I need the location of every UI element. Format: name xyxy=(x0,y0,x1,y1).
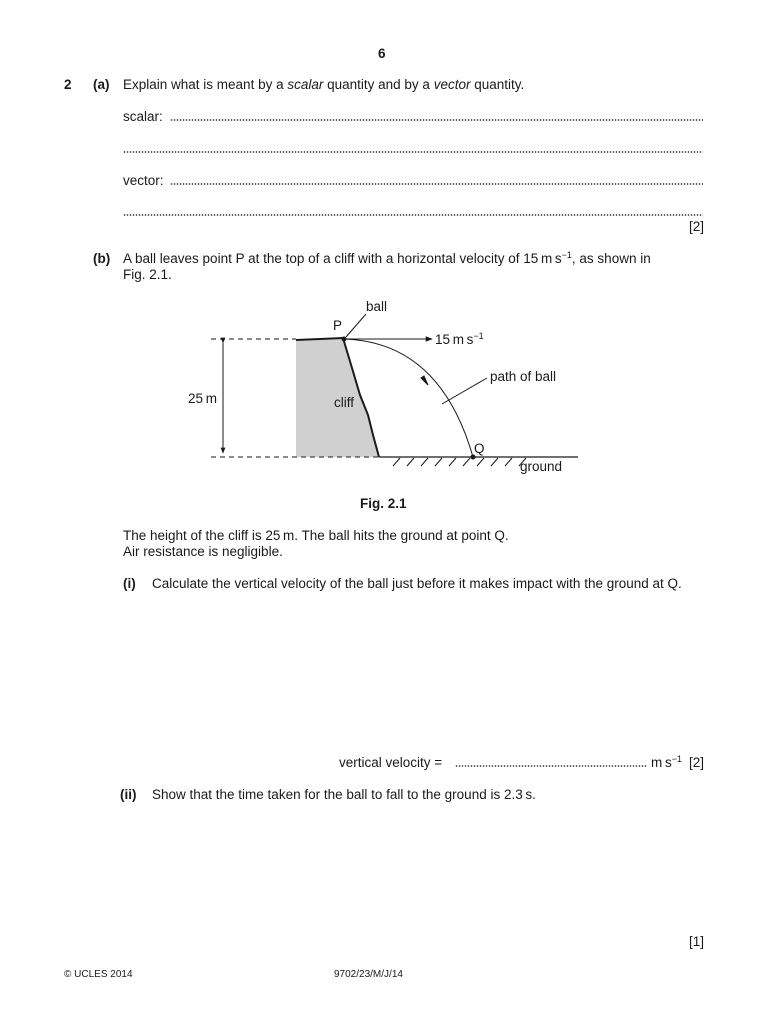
label-q: Q xyxy=(474,441,485,456)
part-b-ii-label: (ii) xyxy=(120,787,137,802)
footer-code: 9702/23/M/J/14 xyxy=(334,969,403,980)
label-p: P xyxy=(333,318,343,333)
part-b-line-2: Fig. 2.1. xyxy=(123,267,172,282)
scalar-label: scalar: xyxy=(123,109,163,124)
ball-leader xyxy=(346,314,366,337)
label-ball: ball xyxy=(366,299,388,314)
path-leader xyxy=(442,378,487,404)
vector-label: vector: xyxy=(123,173,164,188)
part-b-i-marks: [2] xyxy=(688,755,704,770)
ground-hatching xyxy=(393,458,526,466)
footer-copyright: © UCLES 2014 xyxy=(64,969,133,980)
part-a-prompt: Explain what is meant by a scalar quantity and by a vector quantity. xyxy=(123,77,525,92)
vertical-velocity-answer-line[interactable] xyxy=(455,765,647,767)
label-cliff: cliff xyxy=(334,395,355,410)
question-number: 2 xyxy=(64,77,72,92)
part-b-line-1: A ball leaves point P at the top of a cliff with a horizontal velocity of 15 m $s^{-1}$, as shown in xyxy=(123,250,651,266)
info-line-1: The height of the cliff is 25 m. The ball hits the ground at point Q. xyxy=(123,528,509,543)
trajectory-arrowhead xyxy=(421,376,428,385)
label-velocity: 15 m $s^{-1}$ xyxy=(435,331,484,347)
part-b-i-text: Calculate the vertical velocity of the ball just before it makes impact with the ground at Q. xyxy=(152,576,682,591)
answer-unit: m $s^{-1}$ xyxy=(651,754,682,770)
part-a-marks: [2] xyxy=(688,219,704,234)
part-b-i-label: (i) xyxy=(123,576,136,591)
part-a-label: (a) xyxy=(93,77,110,92)
info-line-2: Air resistance is negligible. xyxy=(123,544,283,559)
page-number: 6 xyxy=(378,46,386,61)
label-ground: ground xyxy=(520,459,563,474)
ball-point-p xyxy=(342,337,347,342)
part-b-label: (b) xyxy=(93,251,111,266)
part-b-ii-text: Show that the time taken for the ball to fall to the ground is 2.3 s. xyxy=(152,787,536,802)
answer-label: vertical velocity = xyxy=(339,755,443,770)
figure-caption: Fig. 2.1 xyxy=(360,496,407,511)
part-b-ii-marks: [1] xyxy=(688,934,704,949)
label-height: 25 m xyxy=(188,391,217,406)
label-path: path of ball xyxy=(490,369,557,384)
